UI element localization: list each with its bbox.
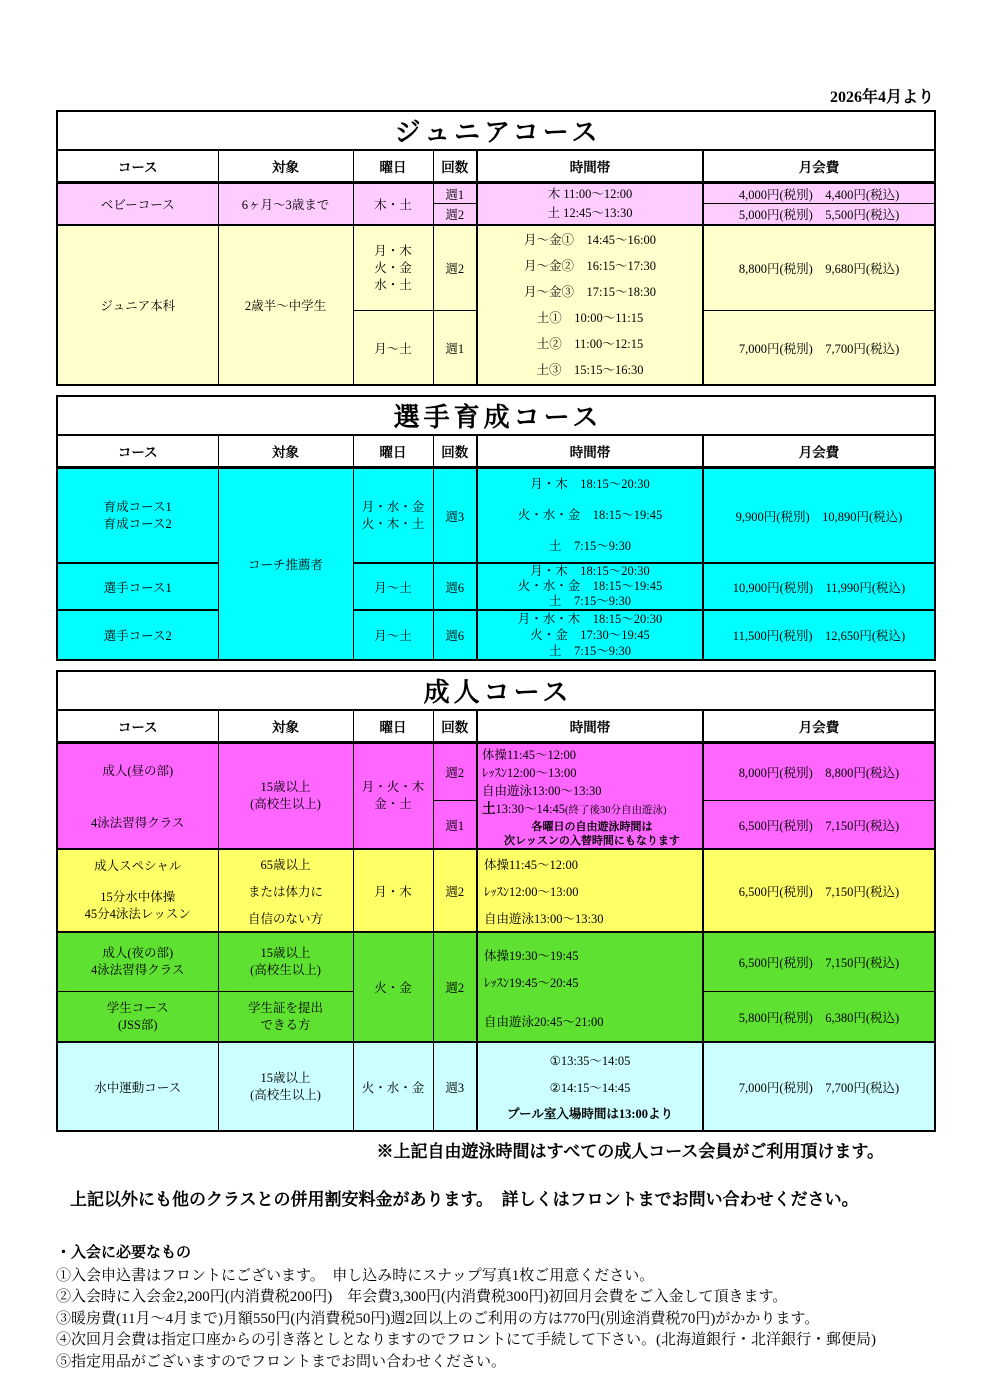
header-target: 対象 <box>218 710 353 743</box>
header-time: 時間帯 <box>477 150 703 183</box>
fee-cell: 6,500円(税別) 7,150円(税込) <box>703 932 935 992</box>
fee-cell: 4,000円(税別) 4,400円(税込) <box>703 183 935 204</box>
enrollment-item: ③暖房費(11月〜4月まで)月額550円(内消費税50円)週2回以上のご利用の方は770円(別途消費税70円)がかかります。 <box>56 1310 820 1327</box>
header-fee: 月会費 <box>703 710 935 743</box>
athlete-course-table <box>56 395 936 661</box>
freq-cell: 週3 <box>433 1042 477 1131</box>
table-row <box>57 743 935 801</box>
table-row <box>57 610 935 660</box>
fee-cell: 5,800円(税別) 6,380円(税込) <box>703 992 935 1043</box>
header-target: 対象 <box>218 150 353 183</box>
target-cell: 2歳半〜中学生 <box>218 225 353 385</box>
freq-cell: 週6 <box>433 563 477 610</box>
effective-date: 2026年4月より <box>829 89 934 106</box>
junior-table-title: ジュニアコース <box>57 111 935 150</box>
time-cell: 体操19:30〜19:45 ﾚｯｽﾝ19:45〜20:45 自由遊泳20:45〜21:00 <box>477 932 703 1042</box>
enrollment-notes <box>56 1243 934 1373</box>
fee-cell: 7,000円(税別) 7,700円(税込) <box>703 1042 935 1131</box>
freq-cell: 週2 <box>433 932 477 1042</box>
header-freq: 回数 <box>433 150 477 183</box>
course-cell: 学生コース (JSS部) <box>57 992 218 1043</box>
days-cell: 月・木 <box>353 849 433 932</box>
header-freq: 回数 <box>433 435 477 468</box>
enrollment-item: ⑤指定用品がございますのでフロントまでお問い合わせください。 <box>56 1353 507 1370</box>
days-cell: 木・土 <box>353 183 433 226</box>
course-cell: 成人(夜の部) 4泳法習得クラス <box>57 932 218 992</box>
target-cell: 65歳以上 または体力に 自信のない方 <box>218 849 353 932</box>
time-cell: 月・木 18:15〜20:30 火・水・金 18:15〜19:45 土 7:15〜9:30 <box>477 468 703 564</box>
freq-cell: 週1 <box>433 801 477 850</box>
enrollment-title: ・入会に必要なもの <box>56 1245 192 1261</box>
days-cell: 月〜土 <box>353 311 433 386</box>
time-cell: 月・木 18:15〜20:30 火・水・金 18:15〜19:45 土 7:15〜9:30 <box>477 563 703 610</box>
header-fee: 月会費 <box>703 435 935 468</box>
days-cell: 火・水・金 <box>353 1042 433 1131</box>
fee-cell: 5,000円(税別) 5,500円(税込) <box>703 204 935 226</box>
header-fee: 月会費 <box>703 150 935 183</box>
course-cell: 成人(昼の部) 4泳法習得クラス <box>57 743 218 850</box>
header-days: 曜日 <box>353 710 433 743</box>
days-cell: 月〜土 <box>353 610 433 660</box>
combo-discount-note: 上記以外にも他のクラスとの併用割安料金があります。 詳しくはフロントまでお問い合わせください。 <box>70 1190 859 1209</box>
table-row <box>57 1042 935 1131</box>
target-cell: 15歳以上 (高校生以上) <box>218 932 353 992</box>
fee-cell: 10,900円(税別) 11,990円(税込) <box>703 563 935 610</box>
target-cell: 15歳以上 (高校生以上) <box>218 743 353 850</box>
junior-course-table <box>56 110 936 386</box>
freq-cell: 週2 <box>433 743 477 801</box>
price-sheet <box>56 0 934 1373</box>
free-swim-note: ※上記自由遊泳時間はすべての成人コース会員がご利用頂けます。 <box>376 1142 884 1161</box>
enrollment-item: ④次回月会費は指定口座からの引き落としとなりますのでフロントにて手続して下さい。(北海道銀行・北洋銀行・郵便局) <box>56 1332 876 1348</box>
days-cell: 月〜土 <box>353 563 433 610</box>
days-cell: 火・金 <box>353 932 433 1042</box>
time-cell: 月〜金① 14:45〜16:00 月〜金② 16:15〜17:30 月〜金③ 17:15〜18:30 土① 10:00〜11:15 土② 11:00〜12:15 土③ 15:15〜16:30 <box>477 225 703 385</box>
fee-cell: 9,900円(税別) 10,890円(税込) <box>703 468 935 564</box>
freq-cell: 週2 <box>433 204 477 226</box>
course-cell: 選手コース2 <box>57 610 218 660</box>
target-cell: 学生証を提出 できる方 <box>218 992 353 1043</box>
header-course: コース <box>57 710 218 743</box>
time-cell: 月・水・木 18:15〜20:30 火・金 17:30〜19:45 土 7:15〜9:30 <box>477 610 703 660</box>
course-cell: 選手コース1 <box>57 563 218 610</box>
course-cell: 育成コース1 育成コース2 <box>57 468 218 564</box>
fee-cell: 7,000円(税別) 7,700円(税込) <box>703 311 935 386</box>
course-cell: ジュニア本科 <box>57 225 218 385</box>
target-cell: 6ヶ月〜3歳まで <box>218 183 353 226</box>
course-cell: 成人スペシャル 15分水中体操 45分4泳法レッスン <box>57 849 218 932</box>
target-cell: コーチ推薦者 <box>218 468 353 661</box>
freq-cell: 週1 <box>433 311 477 386</box>
athlete-table-title: 選手育成コース <box>57 396 935 435</box>
time-cell: ①13:35〜14:05 ②14:15〜14:45 プール室入場時間は13:00より <box>477 1042 703 1131</box>
course-cell: ベビーコース <box>57 183 218 226</box>
days-cell: 月・火・木 金・土 <box>353 743 433 850</box>
fee-cell: 8,800円(税別) 9,680円(税込) <box>703 225 935 311</box>
time-cell: 木 11:00〜12:00 土 12:45〜13:30 <box>477 183 703 226</box>
header-course: コース <box>57 435 218 468</box>
header-target: 対象 <box>218 435 353 468</box>
header-time: 時間帯 <box>477 435 703 468</box>
table-row <box>57 932 935 992</box>
course-cell: 水中運動コース <box>57 1042 218 1131</box>
table-row <box>57 563 935 610</box>
header-days: 曜日 <box>353 435 433 468</box>
freq-cell: 週1 <box>433 183 477 204</box>
adult-table-title: 成人コース <box>57 671 935 710</box>
fee-cell: 6,500円(税別) 7,150円(税込) <box>703 849 935 932</box>
enrollment-item: ②入会時に入会金2,200円(内消費税200円) 年会費3,300円(内消費税300円)初回月会費をご入金して頂きます。 <box>56 1289 788 1305</box>
time-cell: 体操11:45〜12:00 ﾚｯｽﾝ12:00〜13:00 自由遊泳13:00〜13:30 土13:30〜14:45(終了後30分自由遊泳) 各曜日の自由遊泳時間は 次レッスンの入替時間にもなります <box>477 743 703 850</box>
fee-cell: 11,500円(税別) 12,650円(税込) <box>703 610 935 660</box>
header-course: コース <box>57 150 218 183</box>
table-row <box>57 225 935 311</box>
table-row <box>57 468 935 564</box>
days-cell: 月・水・金 火・木・土 <box>353 468 433 564</box>
header-time: 時間帯 <box>477 710 703 743</box>
enrollment-item: ①入会申込書はフロントにございます。 申し込み時にスナップ写真1枚ご用意ください。 <box>56 1267 655 1284</box>
table-row <box>57 849 935 932</box>
adult-course-table <box>56 670 936 1132</box>
table-row <box>57 183 935 204</box>
freq-cell: 週6 <box>433 610 477 660</box>
days-cell: 月・木 火・金 水・土 <box>353 225 433 311</box>
header-days: 曜日 <box>353 150 433 183</box>
freq-cell: 週3 <box>433 468 477 564</box>
fee-cell: 8,000円(税別) 8,800円(税込) <box>703 743 935 801</box>
fee-cell: 6,500円(税別) 7,150円(税込) <box>703 801 935 850</box>
header-freq: 回数 <box>433 710 477 743</box>
freq-cell: 週2 <box>433 225 477 311</box>
target-cell: 15歳以上 (高校生以上) <box>218 1042 353 1131</box>
time-cell: 体操11:45〜12:00 ﾚｯｽﾝ12:00〜13:00 自由遊泳13:00〜13:30 <box>477 849 703 932</box>
freq-cell: 週2 <box>433 849 477 932</box>
